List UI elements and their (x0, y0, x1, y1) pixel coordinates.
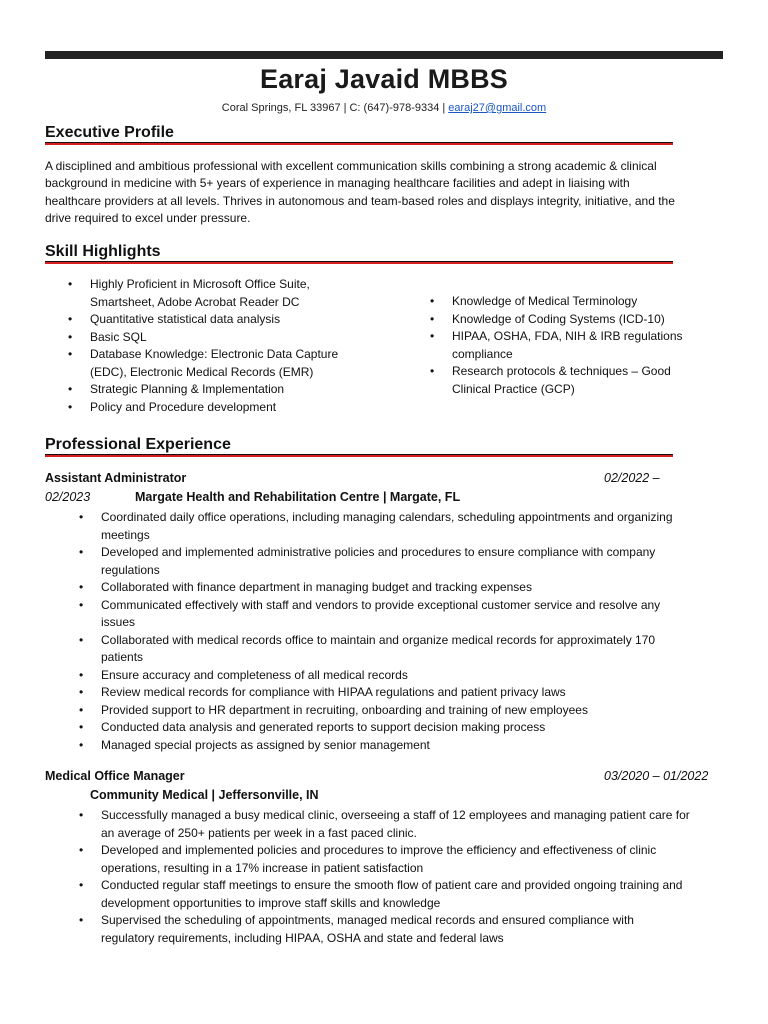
bullet: • (79, 510, 84, 524)
profile-line: background in medicine with 5+ years of experience in managing healthcare facilities and adept in liaising with (45, 176, 630, 191)
list-item: • Research protocols & techniques – Good Clinical Practice (GCP) (430, 364, 671, 396)
list-item: • Review medical records for compliance with HIPAA regulations and patient privacy laws (101, 684, 726, 702)
list-item: • Knowledge of Coding Systems (ICD-10) (452, 311, 722, 329)
list-item: • Communicated effectively with staff and vendors to provide exceptional customer service and resolve any issues (79, 597, 661, 629)
bullet: • (68, 329, 73, 344)
separator: | (442, 102, 446, 114)
list-item: • Supervised the scheduling of appointments, managed medical records and ensured compliance with regulatory requirements, including HIPAA, OSHA and state and federal laws (79, 913, 634, 945)
bullet: • (430, 364, 435, 378)
profile-line: A disciplined and ambitious professional with excellent communication skills combining a strong academic & clinical (45, 159, 657, 173)
bullet: • (79, 597, 84, 612)
contact-line (0, 102, 768, 114)
job-title: Medical Office Manager (45, 769, 185, 783)
list-item: • Conducted regular staff meetings to ensure the smooth flow of patient care and provided ongoing training and development opportunities to improve staff skills and knowledge (79, 878, 683, 910)
bullet: • (430, 329, 435, 343)
email-link[interactable]: earaj27@gmail.com (448, 102, 547, 114)
list-item: • Quantitative statistical data analysis (90, 311, 390, 329)
heading-red-rule (45, 143, 673, 145)
list-item: • Basic SQL (90, 329, 390, 347)
bullet: • (68, 312, 73, 326)
job-date-start: 02/2022 – (604, 471, 660, 485)
bullet: • (79, 808, 84, 822)
bullet: • (79, 632, 84, 647)
phone: C: (647)-978-9334 (349, 102, 440, 114)
bullet: • (68, 347, 73, 361)
bullet: • (430, 311, 435, 326)
bullet: • (79, 702, 84, 717)
profile-line: healthcare providers at all levels. Thrives in autonomous and team-based roles and displays integrity, initiative, and the (45, 193, 675, 208)
bullet: • (79, 843, 84, 857)
list-item: • Collaborated with medical records office to maintain and organize medical records for approximately 170 patients (79, 632, 656, 664)
bullet: • (79, 720, 84, 734)
section-title: Executive Profile (45, 124, 174, 141)
job-bullets (79, 509, 726, 754)
section-skill-highlights (45, 243, 673, 265)
profile-line: drive required to excel under pressure. (45, 210, 251, 225)
list-item: • Strategic Planning & Implementation (90, 381, 390, 399)
skills-list-left (68, 276, 390, 416)
list-item: • Knowledge of Medical Terminology (452, 293, 722, 311)
bullet: • (79, 685, 84, 699)
list-item: • Ensure accuracy and completeness of all medical records (101, 667, 726, 685)
section-professional-experience (45, 436, 673, 458)
employer: Margate Health and Rehabilitation Centre | Margate, FL (135, 490, 461, 504)
job-date: 03/2020 – 01/2022 (604, 769, 709, 783)
list-item: • Database Knowledge: Electronic Data Capture (EDC), Electronic Medical Records (EMR) (68, 347, 339, 379)
heading-red-rule (45, 262, 673, 264)
separator: | (343, 102, 347, 114)
bullet: • (79, 580, 84, 594)
bullet: • (68, 382, 73, 396)
bullet: • (79, 913, 84, 927)
section-title: Professional Experience (45, 436, 231, 453)
list-item: • Developed and implemented policies and procedures to improve the efficiency and effectiveness of clinic operations, resulting in a 17% increase in patient satisfaction (79, 843, 657, 875)
bullet: • (79, 545, 84, 559)
list-item: • HIPAA, OSHA, FDA, NIH & IRB regulations compliance (430, 329, 683, 361)
heading-red-rule (45, 455, 673, 457)
list-item: • Managed special projects as assigned by senior management (101, 737, 726, 755)
bullet: • (79, 667, 84, 682)
job-date-end: 02/2023 (45, 490, 91, 504)
job-title: Assistant Administrator (45, 471, 187, 485)
bullet: • (430, 294, 435, 308)
list-item: • Coordinated daily office operations, including managing calendars, scheduling appointments and organizing meetings (79, 510, 673, 542)
list-item: • Provided support to HR department in recruiting, onboarding and training of new employees (101, 702, 726, 720)
candidate-name: Earaj Javaid MBBS (259, 64, 508, 94)
list-item: • Developed and implemented administrative policies and procedures to ensure compliance with company regulations (79, 545, 656, 577)
profile-paragraph (45, 158, 725, 227)
bullet: • (79, 878, 84, 892)
list-item: • Highly Proficient in Microsoft Office Suite, Smartsheet, Adobe Acrobat Reader DC (68, 277, 310, 309)
section-executive-profile (45, 124, 673, 146)
list-item: • Policy and Procedure development (90, 399, 390, 417)
location: Coral Springs, FL 33967 (221, 102, 341, 114)
list-item: • Successfully managed a busy medical clinic, overseeing a staff of 12 employees and managing patient care for an average of 250+ patients per week in a fast paced clinic. (79, 808, 690, 840)
job-bullets (79, 807, 726, 947)
list-item: • Conducted data analysis and generated reports to support decision making process (101, 719, 726, 737)
bullet: • (68, 277, 73, 291)
employer: Community Medical | Jeffersonville, IN (90, 788, 319, 802)
bullet: • (68, 399, 73, 414)
top-bar-divider (45, 51, 723, 59)
list-item: • Collaborated with finance department in managing budget and tracking expenses (101, 579, 726, 597)
skills-list-right (430, 293, 722, 398)
section-title: Skill Highlights (45, 243, 161, 260)
bullet: • (79, 737, 84, 752)
